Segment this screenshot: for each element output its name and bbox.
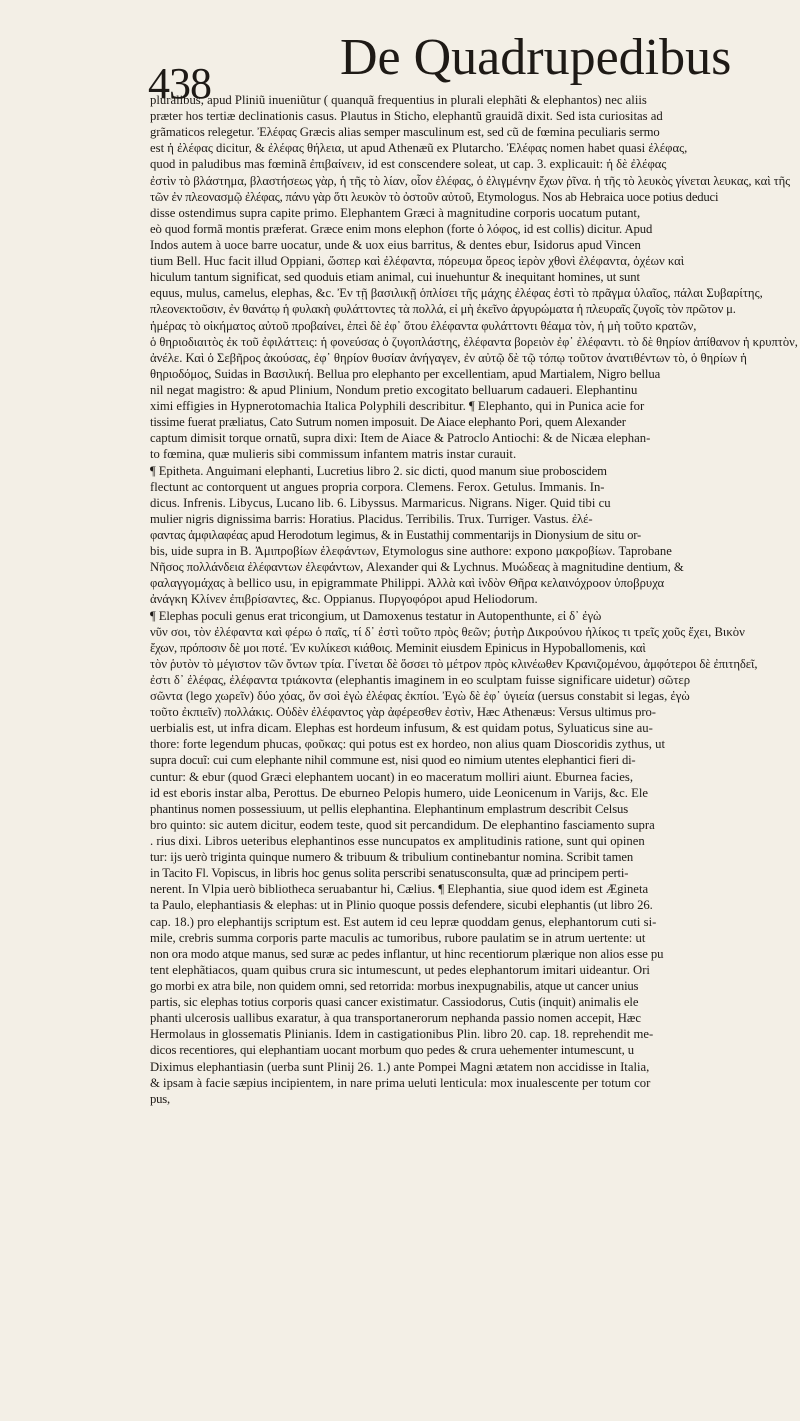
text-line: dicus. Infrenis. Libycus, Lucano lib. 6. Libyssus. Marmaricus. Nigrans. Niger. Quid tibi cu [150, 495, 611, 510]
text-line: Diximus elephantiasin (uerba sunt Plinij 26. 1.) ante Pompei Magni ætatem non accidisse in Italia, [150, 1059, 650, 1074]
text-line: thore: forte legendum phucas, φοῦκας: qui potus est ex hordeo, non alius quam Dioscoridis zythus, ut [150, 737, 666, 752]
text-line: . rius dixi. Libros ueteribus elephantinos esse nuncupatos ex amplitudinis ratione, sunt qui opinen [150, 834, 645, 849]
text-line: phanti ulcerosis uallibus exaratur, à qua transportanerorum nephanda passio nomen accepit, Hæc [150, 1011, 641, 1026]
running-head: De Quadrupedibus [340, 29, 732, 86]
text-line: σῶντα (lego χωρεῖν) δύο χόας, ὅν σοὶ ἐγὼ ἐλέφας ἐκπίοι. Ἐγὼ δὲ ἐφ᾽ ὑγιεία (uersus constabit si legas, ἐγὼ [150, 689, 690, 704]
text-line: eò quod formã montis præferat. Græce enim mons elephon (forte ὁ λόφος, id est collis) dicitur. Apud [150, 221, 653, 236]
text-line: hiculum tantum significat, sed quoduis etiam animal, cui inuehuntur & inequitant homines, ut sunt [150, 270, 640, 285]
text-line: tium Bell. Huc facit illud Oppiani, ὥσπερ καὶ ἐλέφαντα, πόρευμα ὄρεος ἱερὸν χθονὶ ἐλέφαντα, ὀχέων καὶ [150, 254, 685, 269]
text-line: τὸν ῥυτὸν τὸ μέγιστον τῶν ὄντων τρία. Γίνεται δὲ ὅσσει τὸ μέτρον πρὸς κλινέωθεν Κρανιζομένου, ἀμφότεροι δὲ ἐπιτηδεῖ, [150, 656, 758, 671]
text-line: ¶ Elephas poculi genus erat tricongium, ut Damoxenus testatur in Autopenthunte, εἰ δ᾽ ἐγὼ [150, 608, 602, 623]
text-line: captum dimisit torque ornatũ, supra dixi: Item de Aiace & Patroclo Antiochi: & de Nicæa elephan- [150, 431, 651, 446]
text-line: ximi effigies in Hypnerotomachia Italica Polyphili describitur. ¶ Elephanto, qui in Punica acie for [150, 399, 645, 414]
text-line: pus, [150, 1091, 170, 1106]
text-line: cuntur: & ebur (quod Græci elephantem uocant) in eo maceratum molliri aiunt. Eburnea facies, [150, 769, 634, 784]
text-line: ¶ Epitheta. Anguimani elephanti, Lucretius libro 2. sic dicti, quod manum siue proboscidem [150, 463, 607, 478]
body-text [150, 92, 798, 1107]
text-line: supra docuĩ: cui cum elephante nihil commune est, nisi quod eo nimium utentes elephantici fieri di- [150, 753, 636, 768]
text-line: τοῦτο ἐκπιεῖν) πολλάκις. Οὐδὲν ἐλέφαντος γὰρ ἀφέρεσθεν ἐστὶν, Hæc Athenæus: Versus ultimus pro- [150, 705, 656, 720]
text-line: ἀνέλε. Καὶ ὁ Σεβῆρος ἀκούσας, ἐφ᾽ θηρίον θυσίαν ἀνήγαγεν, ἐν αὐτῷ δὲ τῷ τόπῳ τοῦτον ἀνατιθέντων τὸ, ὁ θηρίων ἡ [150, 350, 747, 365]
text-line: equus, mulus, camelus, elephas, &c. Ἐν τῇ βασιλικῇ ὁπλίσει τῆς μάχης ἐλέφας ἐστὶ τὸ πρᾶγμα ὑλαῖος, πάλαι Συβαρίτης, [150, 286, 763, 301]
text-line: tur: ijs uerò triginta quinque numero & tribuum & tribulium continebantur nomina. Scribit tamen [150, 850, 634, 865]
text-line: mile, crebris summa corporis parte maculis ac tumoribus, rubore paulatim se in atrum uertente: ut [150, 930, 646, 945]
text-line: quod in paludibus mas fœminã ἐπιβαίνειν, id est conscendere soleat, ut cap. 3. explicauit: ἡ δὲ ἐλέφας [150, 157, 667, 172]
text-line: ἐστι δ᾽ ἐλέφας, ἐλέφαντα τριάκοντα (elephantis imaginem in eo sculptam fuisse significare uidetur) σῶτερ [150, 672, 691, 687]
text-line: mulier nigris dignissima barris: Horatius. Placidus. Terribilis. Trux. Turriger. Vastus. ἐλέ- [150, 511, 593, 526]
text-line: ἔχων, πρόποσιν δὲ μοι ποτέ. Ἐν κυλίκεσι κιάθοις. Meminit eiusdem Epinicus in Hypoballomenis, καὶ [150, 640, 646, 655]
text-line: præter hos tertiæ declinationis casus. Plautus in Sticho, elephantũ grauidã dixit. Sed ista curiositas ad [150, 109, 663, 124]
text-line: dicos recentiores, qui elephantiam uocant morbum quo pedes & crura uehementer intumescunt, u [150, 1043, 635, 1058]
text-line: νῦν σοι, τὸν ἐλέφαντα καὶ φέρω ὁ παῖς, τί δ᾽ ἐστὶ τοῦτο πρὸς θεῶν; ῥυτὴρ Δικρούνου ἡλίκος τι τρεῖς χοῦς ἔχει, Βικὸν [150, 624, 745, 639]
text-line: in Tacito Fl. Vopiscus, in libris hoc genus solita perscribi senatusconsulta, quæ ad principem perti- [150, 866, 629, 881]
text-line: tissime fuerat præliatus, Cato Sutrum nomen imposuit. De Aiace elephanto Pori, quem Alexander [150, 415, 626, 430]
text-line: ἀνάγκη Κλίνεν ἐπιβρίσαντες, &c. Oppianus. Πυργοφόροι apud Heliodorum. [150, 592, 538, 607]
text-line: τῶν ἐν πλεονασμῷ ἐλέφας, πάνυ γὰρ ὅτι λευκὸν τὸ ὀστοῦν αὐτοῦ, Etymologus. Nos ab Hebraica uoce potius deduci [150, 189, 719, 204]
page-number: 438 [148, 59, 211, 108]
text-line: phantinus nomen possessiuum, ut pellis elephantina. Elephantinum emplastrum describit Celsus [150, 801, 629, 816]
text-line: tent elephãtiacos, quam quibus crura sic intumescunt, ut pedes elephantorum imitari uideantur. Ori [150, 962, 650, 977]
text-line: φαντας ἀμφιλαφέας apud Herodotum legimus, & in Eustathij commentarijs in Dionysium de situ or- [150, 527, 642, 542]
text-line: Hermolaus in glossematis Plinianis. Idem in castigationibus Plin. libro 20. cap. 18. reprehendit me- [150, 1027, 654, 1042]
text-line: bis, uide supra in B. Ἀμιπροβίων ἐλεφάντων, Etymologus sine authore: expono μακροβίων. Taprobane [150, 544, 672, 559]
text-line: id est eboris instar alba, Perottus. De eburneo Pelopis humero, uide Leonicenum in Varijs, &c. Ele [150, 785, 648, 800]
text-line: to fœmina, quæ mulieris sibi commissum infantem matris instar curauit. [150, 447, 517, 462]
text-line: ta Paulo, elephantiasis & elephas: ut in Plinio quoque possis defendere, sicubi elephantis (ut libro 26. [150, 898, 653, 913]
text-line: partis, sic elephas totius corporis quasi cancer existimatur. Cassiodorus, Cutis (inquit) animalis ele [150, 995, 639, 1010]
text-line: bro quinto: sic autem dicitur, eodem teste, quod sit percandidum. De elephantino fasciamento supra [150, 817, 655, 832]
text-line: θηριοδόμος, Suidas in Βασιλική. Bellua pro elephanto per excellentiam, apud Martialem, Nigro bellua [150, 366, 661, 381]
text-line: go morbi ex atra bile, non quidem omni, sed retorrida: morbus inexpugnabilis, atque ut cancer unius [150, 979, 639, 994]
text-line: ὁ θηριοδιαιτὸς ἐκ τοῦ ἐφιλάττεις: ἡ φονεύσας ὁ ζυγοπλάστης, ἐλέφαντα βορειὸν ἐφ᾽ ἐλέφαντι. τὸ δὲ θηρίον ἀπίθανον ἡ κρυπτὸν, [150, 334, 798, 349]
text-line: ἡμέρας τὸ οἰκήματος αὐτοῦ προβαίνει, ἐπεὶ δὲ ἐφ᾽ ὅτου ἐλέφαντα φυλάττοντι θέαμα τὸν, ἡ μὴ τοῦτο κρατῶν, [150, 318, 697, 333]
text-line: grãmaticos relegetur. Ἐλέφας Græcis alias semper masculinum est, sed cũ de fœmina peculiaris sermo [150, 125, 660, 140]
text-line: pluralibus, apud Pliniũ inueniũtur ( quanquã frequentius in plurali elephãti & elephantos) nec aliis [150, 93, 647, 107]
text-line: est ἡ ἐλέφας dicitur, & ἐλέφας θήλεια, ut apud Athenæũ ex Plutarcho. Ἐλέφας nomen habet quasi ἐλέφας, [150, 141, 688, 156]
text-line: Νῆσος πολλάνδεια ἐλέφαντων ἐλεφάντων, Alexander qui & Lychnus. Μυώδεας à magnitudine dentium, & [150, 560, 684, 575]
text-line: nil negat magistro: & apud Plinium, Nondum pretio excogitato belluarum cadaueri. Elephantinu [150, 382, 638, 397]
text-line: disse ostendimus supra capite primo. Elephantem Græci à magnitudine corporis uocatum putant, [150, 205, 641, 220]
text-line: non ora modo atque manus, sed suræ ac pedes inflantur, ut hinc recentiorum plærique non alios esse pu [150, 946, 664, 961]
text-line: ἐστὶν τὸ βλάστημα, βλαστήσεως γὰρ, ἡ τῆς τὸ λίαν, οἷον ἐλέφας, ὁ ἐλιγμένην ἔχων ῥῖνα. ἡ τῆς τὸ λευκὸς γίνεται λευκας, καὶ τῆς [150, 173, 791, 188]
text-line: cap. 18.) pro elephantijs scriptum est. Est autem id ceu lepræ quoddam genus, elephantorum cuti si- [150, 914, 657, 929]
text-line: Indos autem à uoce barre uocatur, unde & uox eius barritus, & dentes ebur, Isidorus apud Vincen [150, 237, 641, 252]
text-line: & ipsam à facie sæpius incipientem, in nare prima ueluti lenticula: mox inualescente per totum cor [150, 1075, 651, 1090]
text-line: φαλαγγομάχας à bellico usu, in epigrammate Philippi. Ἀλλὰ καὶ ἰνδὸν Θῆρα κελαινόχροον ὑποβρυχα [150, 576, 665, 591]
text-line: flectunt ac contorquent ut angues propria corpora. Clemens. Ferox. Getulus. Immanis. In- [150, 479, 605, 494]
text-line: nerent. In Vlpia uerò bibliotheca seruabantur hi, Cælius. ¶ Elephantia, siue quod idem est Ægineta [150, 882, 649, 897]
text-line: uerbialis est, ut infra dicam. Elephas est hordeum infusum, & est quidam potus, Syluaticus sine au- [150, 721, 653, 736]
text-line: πλεονεκτοῦσιν, ἐν θανάτῳ ἡ φυλακὴ φυλάττοντες τὰ πολλά, εἰ μὴ ἐκεῖνο ἀργυρώματα ἡ πλευραῖς ζυγοῖς τὸν πρῶτον μ. [150, 302, 736, 317]
